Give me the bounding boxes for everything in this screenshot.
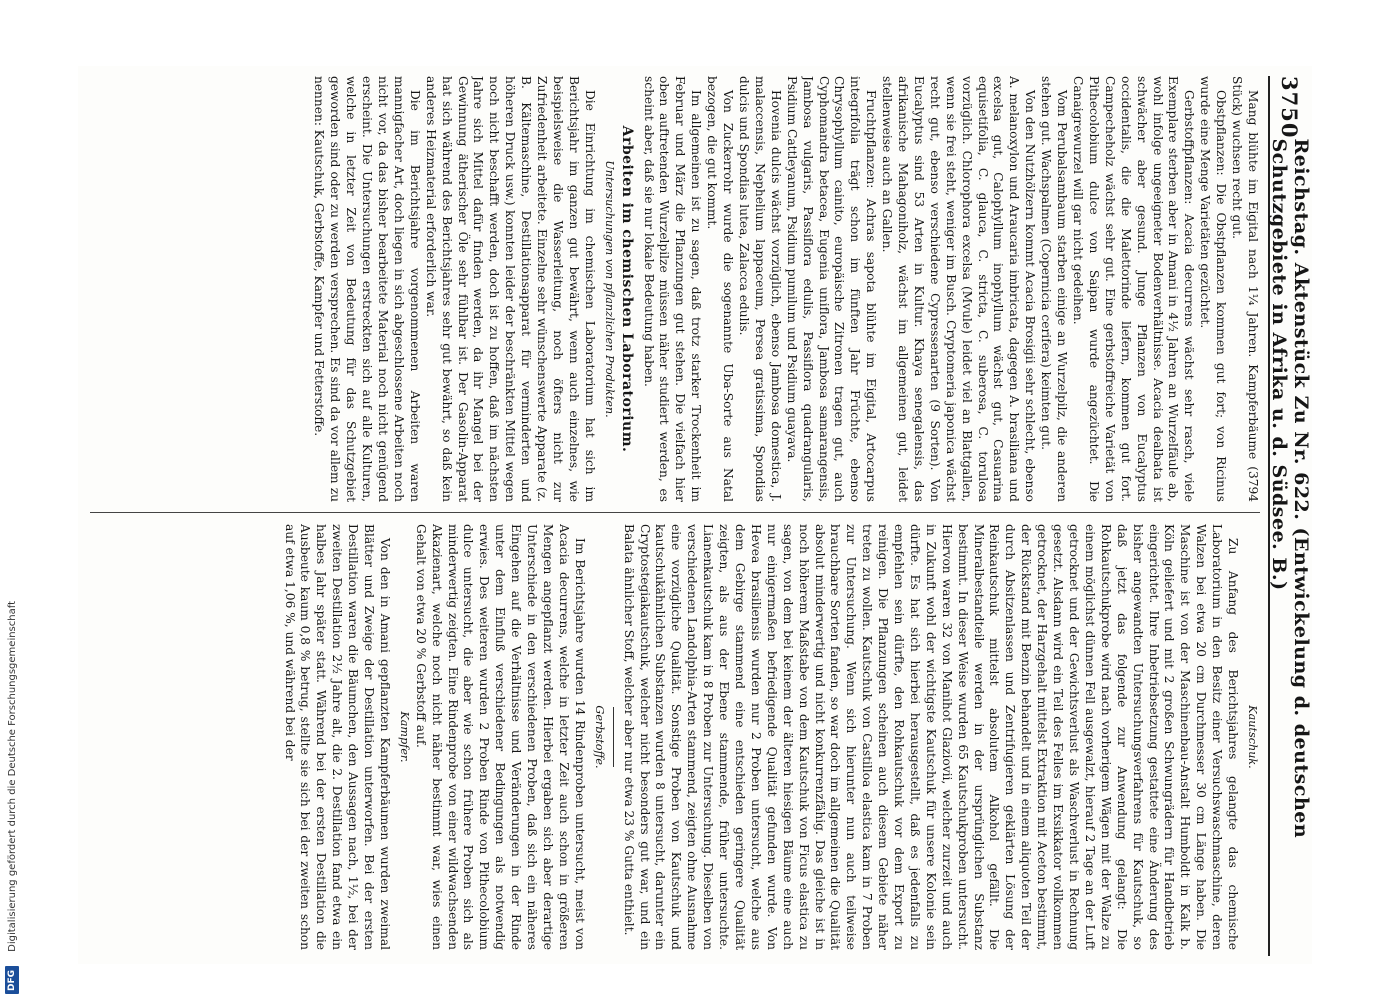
page-number: 3750 xyxy=(1277,76,1303,139)
left-column xyxy=(84,76,1260,502)
page-content xyxy=(78,66,1312,964)
paragraph: Fruchtpflanzen: Achras sapota blühte im Eigital, Artocarpus integrifolia trägt schon im fünften Jahr Früchte, ebenso Chrysophyllum cainito, europäische Zitronen tragen gut, auch Cyphomandra betacea, Eugenia uniflora, Jambosa samarangensis, Jambosa vulgaris, Passiflora edulis, Passiflora quadrangularis, Psidium Cattleyanum, Psidium pumilum und Psidium guayava. xyxy=(784,76,879,502)
paragraph: Die Einrichtung im chemischen Laboratorium hat sich im Berichtsjahr im ganzen gut bewährt, wenn auch einzelnes, wie beispielsweise die Wasserleitung, noch öfters nicht zur Zufriedenheit arbeitete. Einzelne sehr wünschenswerte Apparate (z. B. Kältemaschine, Destillationsapparat für verminderten und höheren Druck usw.) konnten leider der beschränkten Mittel wegen noch nicht beschafft werden, doch ist zu hoffen, daß im nächsten Jahre sich Mittel dafür finden werden, da ihr Mangel bei der Gewinnung ätherischer Öle sehr fühlbar ist. Der Gasolin-Apparat hat sich während des Berichtsjahres sehr gut bewährt, so daß kein anderes Heizmaterial erforderlich war. xyxy=(423,76,597,502)
heading-kautschuk: Kautschuk. xyxy=(1246,705,1259,769)
paragraph: Hovenia dulcis wächst vorzüglich, ebenso Jambosa domestica, J. malaccensis, Nephelium lappaceum, Persea gratissima, Spondias dulcis und Spondias lutea, Zalacca edulis. xyxy=(737,76,783,502)
heading-gerbstoffe: Gerbstoffe. xyxy=(592,705,606,769)
paragraph: Gerbstoffpflanzen: Acacia decurrens wächst sehr rasch, viele Exemplare sterben aber in Amani in 4½ Jahren an Wurzelfäule ab, wohl infolge ungeeigneter Bodenverhältnisse. Acacia dealbata ist schwächer aber gesund. Junge Pflanzen von Eucalyptus occidentalis, die die Malettorinde liefern, kommen gut fort. Campecheholz wächst sehr gut. Eine gerbstoffreiche Varietät von Pithecolobium dulce von Saipan wurde angezüchtet. Die Canaigrewurzel will gar nicht gedeihen. xyxy=(1071,76,1197,502)
paragraph: Von Zuckerrohr wurde die sogenannte Uba-Sorte aus Natal bezogen, die gut kommt. xyxy=(705,76,736,502)
heading-kampfer: Kampfer. xyxy=(397,711,411,763)
paragraph: Die im Berichtsjahre vorgenommenen Arbeiten waren mannigfacher Art, doch liegen in sich abgeschlossene Arbeiten noch nicht vor, da das bisher bearbeitete Material noch nicht genügend erscheint. Die Untersuchungen erstreckten sich auf alle Kulturen, welche in letzter Zeit von Bedeutung für das Schutzgebiet geworden sind oder zu werden versprechen. Es sind da vor allem zu nennen: Kautschuk, Gerbstoffe, Kampfer und Fetterstoffe. xyxy=(312,76,422,502)
paragraph: Von den in Amani gepflanzten Kampferbäumen wurden zweimal Blätter und Zweige der Destillation unterworfen. Bei der ersten Destillation waren die Bäumchen, den Aussagen nach, 1½, bei der zweiten Destillation 2½ Jahre alt, die 2. Destillation fand etwa ein halbes Jahr später statt. Während bei der ersten Destillation die Ausbeute kaum 0,8 % betrug, stellte sie sich bei der zweiten schon auf etwa 1,06 %, und während bei der xyxy=(282,524,392,950)
paragraph: Vom Perubalsambaum starben einige an Wurzelpilz, die anderen stehen gut. Wachspalmen (Copernicia cerifera) keimten gut. xyxy=(1039,76,1070,502)
dfg-logo: DFG xyxy=(5,966,19,994)
funding-credit: Digitalisierung gefördert durch die Deutsche Forschungsgemeinschaft xyxy=(6,601,18,952)
section-heading: Arbeiten im chemischen Laboratorium. xyxy=(618,125,635,453)
paragraph: Mang blühte im Eigital nach 1¼ Jahren. Kampferbäume (3794 Stück) wuchsen recht gut. xyxy=(1230,76,1260,502)
divider xyxy=(613,707,614,767)
paragraph: Im allgemeinen ist zu sagen, daß trotz starker Trockenheit im Februar und März die Pflanzungen gut stehen. Die vielfach hier oben auftretenden Wurzelpilze müssen näher studiert werden, es scheint aber, daß sie nur lokale Bedeutung haben. xyxy=(641,76,704,502)
running-title: Reichstag. Aktenstück Zu Nr. 622. (Entwickelung d. deutschen Schutzgebiete in Afrika u. d. Südsee. B.) xyxy=(1268,138,1312,839)
scanned-page xyxy=(70,58,1320,972)
page-header xyxy=(1268,76,1310,956)
paragraph: Zu Anfang des Berichtsjahres gelangte das chemische Laboratorium in den Besitz einer Versuchswaschmaschine, deren Walzen bei etwa 20 cm Durchmesser 30 cm Länge haben. Die Maschine ist von der Maschinenbau-Anstalt Humboldt in Kalk b. Köln geliefert und mit 2 großen Schwungrädern für Handbetrieb eingerichtet. Ihre Inbetriebsetzung gestattete eine Änderung des bisher angewandten Untersuchungsverfahrens für Kautschuk, so daß jetzt das folgende zur Anwendung gelangt: Die Rohkautschukprobe wird nach vorherigem Wägen mit der Walze zu einem möglichst dünnen Fell ausgewalzt, hierauf 2 Tage an der Luft getrocknet und der Gewichtsverlust als Waschverlust in Rechnung gesetzt. Alsdann wird ein Teil des Felles im Exsikkator vollkommen getrocknet, der Harzgehalt mittelst Extraktion mit Aceton bestimmt, der Rückstand mit Benzin behandelt und in einem aliquoten Teil der durch Absitzenlassen und Zentrifugieren geklärten Lösung der Reinkautschuk mittelst absolutem Alkohol gefällt. Die Mineralbestandteile werden in der ursprünglichen Substanz bestimmt. In dieser Weise wurden 65 Kautschukproben untersucht. Hiervon waren 32 von Manihot Glaziovii, welcher zurzeit und auch in Zukunft wohl der wichtigste Kautschuk für unsere Kolonie sein dürfte. Es hat sich hierbei herausgestellt, daß es jedenfalls zu empfehlen sein dürfte, den Rohkautschuk vor dem Export zu reinigen. Die Pflanzungen scheinen auch diesem Gebiete näher treten zu wollen. Kautschuk von Castilloa elastica kam in 7 Proben zur Untersuchung. Wenn sich hierunter nun auch teilweise brauchbare Sorten fanden, so war doch im allgemeinen die Qualität absolut minderwertig und nicht konkurrenzfähig. Das gleiche ist in noch höherem Maßstabe von dem Kautschuk von Ficus elastica zu sagen, von dem bei keinem der älteren hiesigen Bäume eine auch nur einigermaßen befriedigende Qualität gefunden wurde. Von Hevea brasiliensis wurden nur 2 Proben untersucht, welche aus dem Gebirge stammend eine entschieden geringere Qualität zeigten, als aus der Ebene stammende, früher untersuchte. Lianenkautschuk kam in 8 Proben zur Untersuchung. Dieselben von verschiedenen Landolphia-Arten stammend, zeigten ohne Ausnahme eine vorzügliche Qualität. Sonstige Proben von Kautschuk und kautschukähnlichen Substanzen wurden 8 untersucht, darunter ein Cryptostegiakautschuk, welcher nicht besonders gut war, und ein Balata ähnlicher Stoff, welcher aber nur etwa 23 % Gutta enthielt. xyxy=(621,524,1241,950)
paragraph: Obstpflanzen: Die Obstpflanzen kommen gut fort; von Ricinus wurde eine Menge Varietäten gezüchtet. xyxy=(1198,76,1229,502)
paragraph: Im Berichtsjahre wurden 14 Rindenproben untersucht, meist von Acacia decurrens, welche in letzter Zeit auch schon in größeren Mengen angepflanzt werden. Hierbei ergaben sich aber derartige Unterschiede in den verschiedenen Proben, daß sich ein näheres Eingehen auf die Verhältnisse und Veränderungen in der Rinde unter dem Einfluß verschiedener Bedingungen als notwendig erwies. Des weiteren wurden 2 Proben Rinde von Pithecolobium dulce untersucht, die aber wie schon frühere Proben sich als minderwertig zeigten. Eine Rindenprobe von einer wildwachsenden Akazienart, welche noch nicht näher bestimmt war, wies einen Gehalt von etwa 20 % Gerbstoff auf. xyxy=(413,524,587,950)
right-column xyxy=(84,524,1260,950)
section-subheading: Untersuchungen von pflanzlichen Produkten. xyxy=(602,160,616,418)
paragraph: Von den Nutzhölzern kommt Acacia Brosigii sehr schlecht, ebenso A. melanoxylon und Araucaria imbricata, dagegen A. brasiliana und excelsa gut, Calophyllum inophyllum wächst gut, Casuarina equisetifolia, C. glauca, C. stricta, C. suberosa, C. torulosa vorzüglich. Chlorophora excelsa (Mvule) leidet viel an Blattgallen, wenn sie frei steht, weniger im Busch. Cryptomeria japonica wächst recht gut, ebenso verschiedene Cypressenarten (9 Sorten). Von Eucalyptus sind 53 Arten in Kultur. Khaya senegalensis, das afrikanische Mahagoniholz, wächst im allgemeinen gut, leidet stellenweise auch an Gallen. xyxy=(880,76,1038,502)
attribution-strip xyxy=(0,0,24,1000)
column-divider xyxy=(90,512,1260,513)
